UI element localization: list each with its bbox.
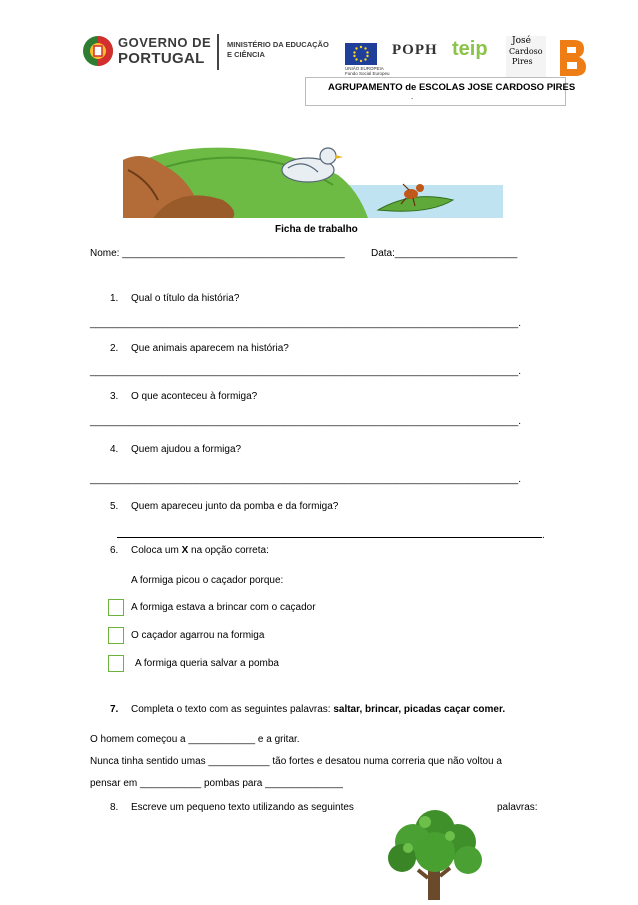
- school-name-dot: .: [411, 92, 414, 101]
- answer-line-4: _____________________________________________________________________________.: [90, 474, 522, 485]
- teip-logo: [452, 38, 498, 68]
- question-2-text: Que animais aparecem na história?: [131, 343, 289, 354]
- eu-caption2: Fundo Social Europeu: [345, 71, 390, 76]
- question-3-text: O que aconteceu à formiga?: [131, 391, 258, 402]
- answer-line-3: _____________________________________________________________________________.: [90, 416, 522, 427]
- question-6-intro: A formiga picou o caçador porque:: [131, 575, 284, 586]
- eu-stars-icon: [345, 43, 377, 65]
- question-1-text: Qual o título da história?: [131, 293, 240, 304]
- jcp-school-logo: [506, 36, 546, 78]
- ministry-line2: E CIÊNCIA: [227, 50, 265, 59]
- ministry-label: [227, 40, 329, 60]
- story-illustration: [123, 140, 503, 218]
- gov-line1: GOVERNO DE: [118, 35, 212, 50]
- poph-logo: [392, 42, 438, 68]
- jcp-logo-line3: Pires: [512, 57, 533, 66]
- question-7-text: [131, 704, 505, 716]
- answer-line-2: _____________________________________________________________________________.: [90, 366, 522, 377]
- paragraph-line-2: Nunca tinha sentido umas ___________ tão fortes e desatou numa correria que não voltou a: [90, 756, 502, 767]
- ministry-line1: MINISTÉRIO DA EDUCAÇÃO: [227, 40, 329, 49]
- question-7-words: saltar, brincar, picadas caçar comer.: [333, 704, 506, 715]
- jcp-logo-line1: José: [512, 36, 531, 46]
- question-6-text: [131, 545, 269, 557]
- question-6-x-mark: X: [181, 545, 189, 556]
- option-2-label: O caçador agarrou na formiga: [131, 630, 265, 641]
- question-4-text: Quem ajudou a formiga?: [131, 444, 242, 455]
- nome-field-label: Nome: ________________________________________: [90, 248, 345, 259]
- question-3-number: 3.: [110, 391, 119, 402]
- header-divider: [217, 34, 219, 70]
- question-7-number: 7.: [110, 704, 119, 715]
- b-school-logo: [556, 38, 588, 78]
- paragraph-line-3: pensar em ___________ pombas para ______________: [90, 778, 343, 789]
- question-6-text-post: na opção correta:: [188, 545, 269, 556]
- answer-line-5: [117, 537, 542, 538]
- school-name: AGRUPAMENTO de ESCOLAS JOSE CARDOSO PIRES: [328, 82, 576, 93]
- poph-text: POPH: [392, 42, 438, 58]
- question-6-number: 6.: [110, 545, 119, 556]
- portugal-shield-icon: [82, 32, 114, 70]
- question-5-text: Quem apareceu junto da pomba e da formiga?: [131, 501, 339, 512]
- school-name-box: [305, 77, 576, 106]
- option-1-label: A formiga estava a brincar com o caçador: [131, 602, 316, 613]
- question-2-number: 2.: [110, 343, 119, 354]
- option-2-checkbox[interactable]: [108, 627, 124, 644]
- option-1-checkbox[interactable]: [108, 599, 124, 616]
- question-1-number: 1.: [110, 293, 119, 304]
- data-field-label: Data:______________________: [371, 248, 518, 259]
- option-3-label: A formiga queria salvar a pomba: [135, 658, 279, 669]
- jcp-logo-line2: Cardoso: [509, 47, 543, 56]
- tree-illustration: [380, 808, 490, 900]
- answer-line-5-end: .: [542, 530, 545, 541]
- answer-line-1: _____________________________________________________________________________.: [90, 318, 522, 329]
- b-letter-icon: [556, 38, 588, 78]
- question-8-number: 8.: [110, 802, 119, 813]
- teip-text: teip: [452, 38, 488, 60]
- question-4-number: 4.: [110, 444, 119, 455]
- gov-portugal-logo: [82, 30, 212, 72]
- gov-line2: PORTUGAL: [118, 50, 205, 67]
- worksheet-title: Ficha de trabalho: [275, 224, 358, 235]
- question-8-text-end: palavras:: [497, 802, 538, 813]
- eu-flag-logo: [345, 43, 377, 65]
- question-5-number: 5.: [110, 501, 119, 512]
- paragraph-line-1: O homem começou a ____________ e a gritar.: [90, 734, 300, 745]
- question-8-text: Escreve um pequeno texto utilizando as seguintes: [131, 802, 354, 813]
- question-7-instruction: Completa o texto com as seguintes palavras:: [131, 704, 334, 715]
- eu-caption1: UNIÃO EUROPEIA: [345, 66, 384, 71]
- question-6-text-pre: Coloca um: [131, 545, 182, 556]
- option-3-checkbox[interactable]: [108, 655, 124, 672]
